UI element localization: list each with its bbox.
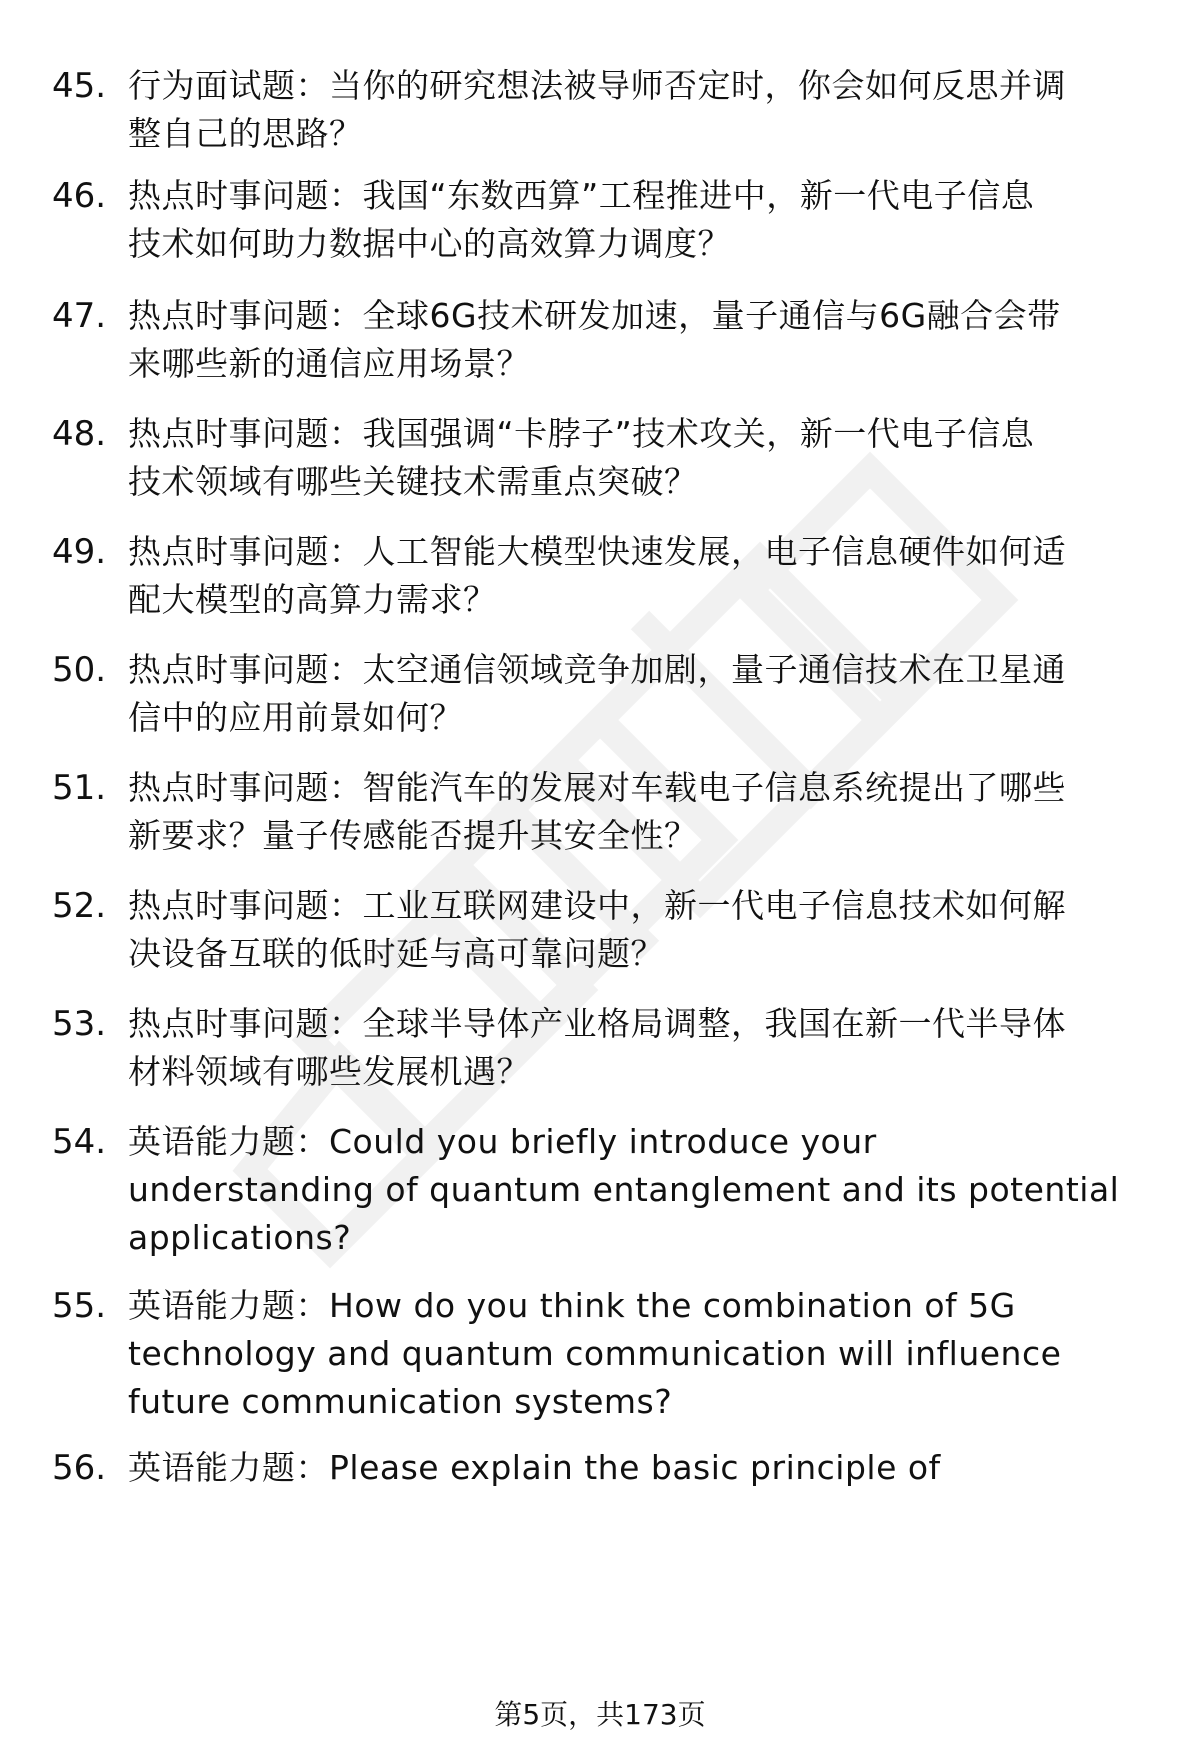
- question-number: 56.: [52, 1448, 107, 1488]
- question-number: 53.: [52, 1004, 107, 1044]
- question-text: [128, 1118, 1138, 1262]
- question-line: understanding of quantum entanglement and its potential: [128, 1170, 1120, 1209]
- question-number: 46.: [52, 176, 107, 216]
- question-text: [128, 292, 1138, 388]
- question-text: [128, 646, 1138, 742]
- question-text: [128, 1444, 1138, 1492]
- question-text: [128, 172, 1138, 268]
- question-number: 55.: [52, 1286, 107, 1326]
- question-item-49: [52, 528, 1152, 624]
- question-text: [128, 62, 1138, 158]
- question-text: [128, 1282, 1138, 1426]
- question-number: 51.: [52, 768, 107, 808]
- question-line: 热点时事问题：工业互联网建设中，新一代电子信息技术如何解: [128, 886, 1066, 925]
- question-item-56: [52, 1444, 1152, 1492]
- question-line: 热点时事问题：全球半导体产业格局调整，我国在新一代半导体: [128, 1004, 1066, 1043]
- question-line: technology and quantum communication will influence: [128, 1334, 1062, 1373]
- question-item-51: [52, 764, 1152, 860]
- question-line: 热点时事问题：全球6G技术研发加速，量子通信与6G融合会带: [128, 296, 1061, 335]
- question-line: 热点时事问题：我国“东数西算”工程推进中，新一代电子信息: [128, 176, 1035, 215]
- question-item-54: [52, 1118, 1152, 1262]
- question-item-46: [52, 172, 1152, 268]
- question-line: 技术如何助力数据中心的高效算力调度？: [128, 224, 731, 263]
- question-line: 热点时事问题：人工智能大模型快速发展，电子信息硬件如何适: [128, 532, 1066, 571]
- page-footer: 第5页，共173页: [494, 1698, 706, 1731]
- question-text: [128, 528, 1138, 624]
- question-text: [128, 764, 1138, 860]
- question-line: 热点时事问题：我国强调“卡脖子”技术攻关，新一代电子信息: [128, 414, 1035, 453]
- question-line: 材料领域有哪些发展机遇？: [128, 1052, 530, 1091]
- question-number: 48.: [52, 414, 107, 454]
- question-line: 热点时事问题：智能汽车的发展对车载电子信息系统提出了哪些: [128, 768, 1066, 807]
- question-item-55: [52, 1282, 1152, 1426]
- question-line: 英语能力题：How do you think the combination of 5G: [128, 1286, 1016, 1325]
- question-line: 整自己的思路？: [128, 114, 363, 153]
- question-number: 52.: [52, 886, 107, 926]
- question-line: 信中的应用前景如何？: [128, 698, 463, 737]
- question-line: 来哪些新的通信应用场景？: [128, 344, 530, 383]
- question-item-50: [52, 646, 1152, 742]
- question-number: 45.: [52, 66, 107, 106]
- question-item-52: [52, 882, 1152, 978]
- question-item-53: [52, 1000, 1152, 1096]
- question-line: applications?: [128, 1218, 352, 1257]
- question-item-45: [52, 62, 1152, 158]
- question-line: 行为面试题：当你的研究想法被导师否定时，你会如何反思并调: [128, 66, 1066, 105]
- question-line: 配大模型的高算力需求？: [128, 580, 497, 619]
- question-line: 新要求？量子传感能否提升其安全性？: [128, 816, 698, 855]
- question-item-47: [52, 292, 1152, 388]
- question-line: future communication systems?: [128, 1382, 673, 1421]
- question-number: 50.: [52, 650, 107, 690]
- question-line: 热点时事问题：太空通信领域竞争加剧，量子通信技术在卫星通: [128, 650, 1066, 689]
- question-line: 英语能力题：Could you briefly introduce your: [128, 1122, 877, 1161]
- question-line: 技术领域有哪些关键技术需重点突破？: [128, 462, 698, 501]
- question-number: 49.: [52, 532, 107, 572]
- question-text: [128, 882, 1138, 978]
- question-text: [128, 410, 1138, 506]
- question-line: 英语能力题：Please explain the basic principle of: [128, 1448, 941, 1487]
- question-number: 47.: [52, 296, 107, 336]
- question-text: [128, 1000, 1138, 1096]
- question-number: 54.: [52, 1122, 107, 1162]
- question-line: 决设备互联的低时延与高可靠问题？: [128, 934, 664, 973]
- question-item-48: [52, 410, 1152, 506]
